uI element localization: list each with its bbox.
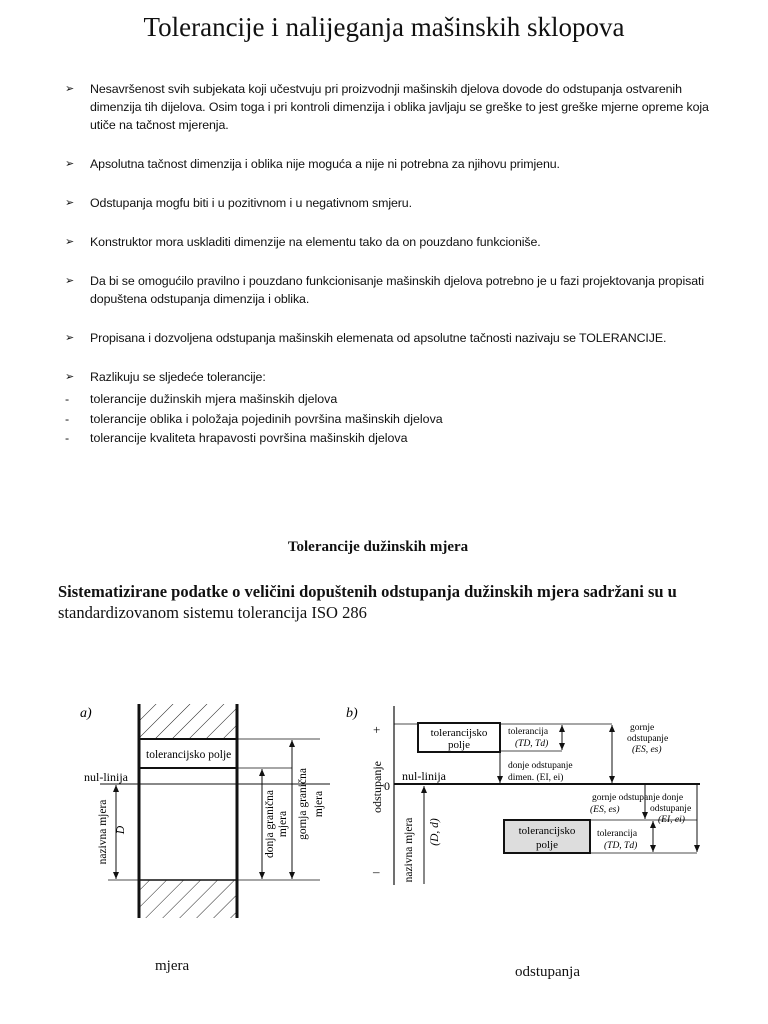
- bullet-item: [64, 155, 714, 173]
- bullet-item: [64, 272, 714, 308]
- hatch-top: [140, 704, 236, 739]
- upper-limit-label: gornja granična: [297, 768, 309, 840]
- figure-b: [346, 706, 700, 885]
- zero-line-label-b: nul-linija: [402, 769, 446, 783]
- minus-sign: –: [373, 864, 380, 879]
- upper-dev-label-2: odstupanje: [627, 734, 669, 744]
- field-upper-label-2: polje: [448, 739, 470, 751]
- lower-limit-label-2: mjera: [277, 810, 289, 838]
- figure-b-label: b): [346, 706, 358, 721]
- bullet-text: Propisana i dozvoljena odstupanja mašinskih elemenata od apsolutne tačnosti nazivaju se TOLERANCIJE.: [90, 331, 667, 345]
- arrow-bullet-icon: ➢: [65, 236, 75, 248]
- axis-label: odstupanje: [370, 761, 384, 813]
- bullet-item: [64, 194, 714, 212]
- tol-label-upper-2: (TD, Td): [515, 739, 549, 749]
- dash-bullet: -: [65, 411, 70, 426]
- field-lower-label-1: tolerancijsko: [518, 825, 576, 837]
- tol-label-lower-1: tolerancija: [597, 829, 638, 839]
- list-item-text: tolerancije kvaliteta hrapavosti površina mašinskih djelova: [90, 431, 408, 445]
- section-subtitle: Tolerancije dužinskih mjera: [287, 539, 469, 555]
- hatch-bottom: [140, 880, 236, 918]
- caption-a: mjera: [155, 958, 190, 974]
- caption-b: odstupanja: [515, 964, 580, 980]
- bullet-item: [64, 329, 714, 347]
- tol-label-upper-1: tolerancija: [508, 727, 549, 737]
- arrow-bullet-icon: ➢: [65, 332, 75, 344]
- bullet-item: [64, 368, 714, 386]
- lower-dev-b-label-3: (EI, ei): [658, 815, 685, 825]
- zero-line-label: nul-linija: [84, 770, 128, 784]
- list-item-text: tolerancije oblika i položaja pojedinih površina mašinskih djelova: [90, 411, 443, 426]
- upper-dev-b-label-1: gornje odstupanje: [592, 793, 660, 803]
- bullet-item: [64, 233, 714, 251]
- upper-dev-label-3: (ES, es): [632, 745, 662, 755]
- lower-dev-b-label-1: donje: [662, 793, 684, 803]
- list-item-text: tolerancije dužinskih mjera mašinskih djelova: [90, 392, 338, 406]
- upper-dev-label-1: gornje: [630, 723, 655, 733]
- field-lower-label-2: polje: [536, 839, 558, 851]
- intro-rest: standardizovanom sistemu tolerancija ISO 286: [58, 603, 367, 622]
- dash-bullet: -: [65, 392, 70, 406]
- tolerance-figure: [0, 690, 768, 950]
- bullet-item: [64, 80, 714, 134]
- list-item: [64, 429, 714, 449]
- list-item: [64, 390, 714, 410]
- arrow-bullet-icon: ➢: [65, 83, 75, 95]
- nominal-b-label: nazivna mjera: [403, 817, 415, 883]
- bullet-list: [64, 80, 714, 386]
- intro-paragraph: [58, 581, 738, 623]
- list-item: [64, 410, 714, 430]
- page-title: Tolerancije i nalijeganja mašinskih sklopova: [143, 12, 625, 42]
- bullet-text: Odstupanja mogfu biti i u pozitivnom i u negativnom smjeru.: [90, 196, 412, 210]
- tolerance-field-label: tolerancijsko polje: [146, 749, 232, 761]
- lower-dev-label-1: donje odstupanje: [508, 761, 573, 771]
- intro-bold: Sistematizirane podatke o veličini dopuštenih odstupanja dužinskih mjera sadržani su u: [58, 582, 677, 601]
- figure-a: [80, 704, 330, 918]
- tolerance-type-list: [64, 390, 714, 449]
- lower-dev-label-2: dimen. (EI, ei): [508, 773, 564, 783]
- bullet-text: Da bi se omogućilo pravilno i pouzdano funkcionisanje mašinskih djelova potrebno je u fazi projektovanja propisati dopuštena odstupanja dimenzija i oblika.: [90, 274, 705, 306]
- arrow-bullet-icon: ➢: [65, 158, 75, 170]
- arrow-bullet-icon: ➢: [65, 197, 75, 209]
- figure-a-label: a): [80, 706, 92, 721]
- tol-label-lower-2: (TD, Td): [604, 841, 638, 851]
- arrow-bullet-icon: ➢: [65, 275, 75, 287]
- dash-bullet: -: [65, 431, 70, 445]
- upper-dev-b-label-2: (ES, es): [590, 805, 620, 815]
- upper-limit-label-2: mjera: [313, 790, 325, 818]
- bullet-text: Nesavršenost svih subjekata koji učestvuju pri proizvodnji mašinskih djelova dovode do odstupanja ostvarenih dimenzija tih dijelova. Osim toga i pri kontroli dimenzija i oblika javljaju se greške to jest greške mjerne opreme koja utiče na tačnost mjerenja.: [90, 82, 709, 132]
- bullet-text: Apsolutna tačnost dimenzija i oblika nije moguća a nije ni potrebna za njihovu primjenu.: [90, 157, 560, 171]
- field-upper-label-1: tolerancijsko: [430, 727, 488, 739]
- bullet-text: Konstruktor mora uskladiti dimenzije na elementu tako da on pouzdano funkcioniše.: [90, 235, 541, 249]
- nominal-symbol: D: [115, 825, 127, 835]
- lower-dev-b-label-2: odstupanje: [650, 804, 692, 814]
- nominal-b-symbol: (D, d): [429, 818, 441, 846]
- nominal-label: nazivna mjera: [97, 799, 109, 865]
- arrow-bullet-icon: ➢: [65, 371, 75, 383]
- zero-label: 0: [384, 779, 390, 793]
- bullet-text: Razlikuju se sljedeće tolerancije:: [90, 370, 266, 384]
- plus-sign: +: [373, 722, 381, 737]
- lower-limit-label: donja granična: [264, 789, 276, 859]
